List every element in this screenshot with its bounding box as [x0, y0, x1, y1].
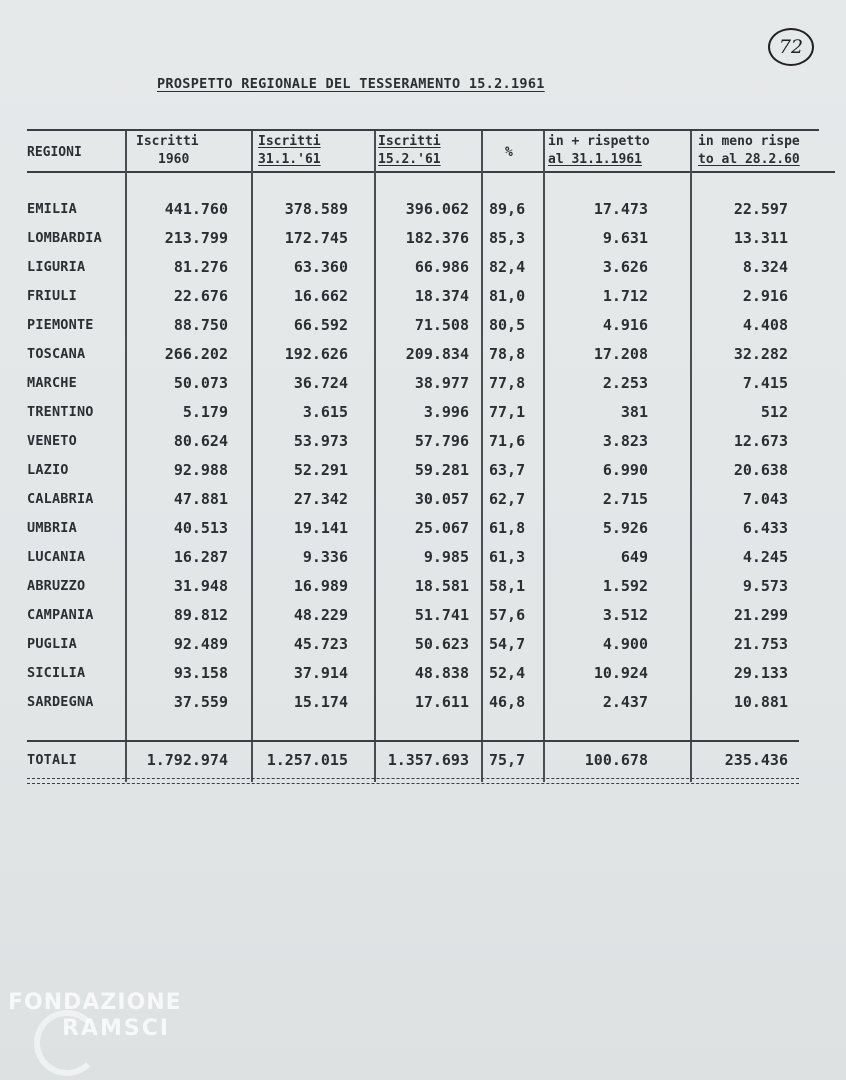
table-row: [0, 543, 846, 572]
region-name: LUCANIA: [27, 549, 86, 565]
in-meno: 21.753: [733, 635, 788, 653]
archive-watermark: [8, 990, 182, 1042]
in-meno: 7.415: [742, 374, 788, 392]
table-row: [0, 514, 846, 543]
region-name: FRIULI: [27, 288, 77, 304]
region-name: SARDEGNA: [27, 694, 94, 710]
in-piu: 4.900: [602, 635, 648, 653]
iscritti-1960: 89.812: [173, 606, 228, 624]
table-row: [0, 485, 846, 514]
iscritti-3101: 48.229: [293, 606, 348, 624]
percent: 82,4: [489, 258, 526, 276]
iscritti-3101: 53.973: [293, 432, 348, 450]
iscritti-1960: 50.073: [173, 374, 228, 392]
iscritti-1960: 92.489: [173, 635, 228, 653]
table-row: [0, 688, 846, 717]
iscritti-1960: 81.276: [173, 258, 228, 276]
iscritti-3101: 15.174: [293, 693, 348, 711]
region-name: CALABRIA: [27, 491, 94, 507]
region-name: LOMBARDIA: [27, 230, 102, 246]
table-row: [0, 659, 846, 688]
percent: 81,0: [489, 287, 526, 305]
in-piu: 381: [620, 403, 648, 421]
region-name: TOSCANA: [27, 346, 86, 362]
table-row: [0, 253, 846, 282]
totals-label: TOTALI: [27, 752, 77, 768]
page-number: 72: [768, 28, 814, 66]
iscritti-1960: 266.202: [164, 345, 228, 363]
iscritti-1960: 16.287: [173, 548, 228, 566]
region-name: ABRUZZO: [27, 578, 86, 594]
iscritti-1960: 22.676: [173, 287, 228, 305]
in-meno: 512: [760, 403, 788, 421]
iscritti-3101: 192.626: [284, 345, 348, 363]
header-in-piu-line1: in + rispetto: [548, 134, 650, 149]
iscritti-1960: 47.881: [173, 490, 228, 508]
percent: 61,3: [489, 548, 526, 566]
in-piu: 2.715: [602, 490, 648, 508]
in-meno: 4.408: [742, 316, 788, 334]
in-piu: 9.631: [602, 229, 648, 247]
header-in-meno-line2: to al 28.2.60: [698, 152, 800, 167]
header-iscritti-3101-line2: 31.1.'61: [258, 152, 321, 167]
header-percent: %: [505, 145, 513, 160]
iscritti-1960: 88.750: [173, 316, 228, 334]
iscritti-3101: 378.589: [284, 200, 348, 218]
header-iscritti-1960-line2: 1960: [158, 152, 190, 167]
percent: 71,6: [489, 432, 526, 450]
header-iscritti-3101-line1: Iscritti: [258, 134, 321, 149]
percent: 46,8: [489, 693, 526, 711]
table-row: [0, 369, 846, 398]
iscritti-1960: 5.179: [182, 403, 228, 421]
in-meno: 29.133: [733, 664, 788, 682]
in-meno: 2.916: [742, 287, 788, 305]
page-title: PROSPETTO REGIONALE DEL TESSERAMENTO 15.2.1961: [157, 76, 545, 92]
in-meno: 10.881: [733, 693, 788, 711]
iscritti-3101: 36.724: [293, 374, 348, 392]
iscritti-1960: 93.158: [173, 664, 228, 682]
region-name: UMBRIA: [27, 520, 77, 536]
iscritti-3101: 45.723: [293, 635, 348, 653]
header-in-piu-line2: al 31.1.1961: [548, 152, 642, 167]
percent: 77,1: [489, 403, 526, 421]
iscritti-1502: 9.985: [423, 548, 469, 566]
in-piu: 6.990: [602, 461, 648, 479]
percent: 85,3: [489, 229, 526, 247]
iscritti-1502: 38.977: [414, 374, 469, 392]
iscritti-3101: 66.592: [293, 316, 348, 334]
percent: 63,7: [489, 461, 526, 479]
iscritti-1502: 25.067: [414, 519, 469, 537]
region-name: LIGURIA: [27, 259, 86, 275]
iscritti-3101: 52.291: [293, 461, 348, 479]
in-piu: 1.712: [602, 287, 648, 305]
in-meno: 9.573: [742, 577, 788, 595]
table-row: [0, 282, 846, 311]
iscritti-3101: 3.615: [302, 403, 348, 421]
percent: 61,8: [489, 519, 526, 537]
iscritti-1502: 48.838: [414, 664, 469, 682]
table-row: [0, 427, 846, 456]
iscritti-1502: 18.581: [414, 577, 469, 595]
in-piu: 17.208: [593, 345, 648, 363]
iscritti-1960: 213.799: [164, 229, 228, 247]
watermark-line2: RAMSCI: [62, 1016, 171, 1041]
in-piu: 649: [620, 548, 648, 566]
table-row: [0, 456, 846, 485]
table-row: [0, 630, 846, 659]
percent: 78,8: [489, 345, 526, 363]
header-in-meno-line1: in meno rispe: [698, 134, 800, 149]
percent: 80,5: [489, 316, 526, 334]
region-name: PUGLIA: [27, 636, 77, 652]
in-meno: 7.043: [742, 490, 788, 508]
header-iscritti-1502-line1: Iscritti: [378, 134, 441, 149]
percent: 62,7: [489, 490, 526, 508]
table-row: [0, 601, 846, 630]
total-iscritti-1960: 1.792.974: [146, 751, 228, 769]
iscritti-3101: 16.989: [293, 577, 348, 595]
in-meno: 6.433: [742, 519, 788, 537]
iscritti-3101: 172.745: [284, 229, 348, 247]
in-meno: 22.597: [733, 200, 788, 218]
iscritti-1502: 71.508: [414, 316, 469, 334]
region-name: MARCHE: [27, 375, 77, 391]
header-iscritti-1960-line1: Iscritti: [136, 134, 199, 149]
iscritti-1502: 18.374: [414, 287, 469, 305]
table-top-rule: [27, 129, 819, 131]
region-name: CAMPANIA: [27, 607, 94, 623]
iscritti-1502: 66.986: [414, 258, 469, 276]
table-row: [0, 398, 846, 427]
in-piu: 2.437: [602, 693, 648, 711]
in-meno: 21.299: [733, 606, 788, 624]
iscritti-1960: 92.988: [173, 461, 228, 479]
region-name: SICILIA: [27, 665, 86, 681]
in-piu: 1.592: [602, 577, 648, 595]
in-piu: 4.916: [602, 316, 648, 334]
total-percent: 75,7: [489, 751, 526, 769]
percent: 52,4: [489, 664, 526, 682]
header-bottom-rule: [27, 171, 835, 173]
iscritti-3101: 19.141: [293, 519, 348, 537]
iscritti-3101: 37.914: [293, 664, 348, 682]
total-in-meno: 235.436: [724, 751, 788, 769]
iscritti-1502: 50.623: [414, 635, 469, 653]
total-iscritti-1502: 1.357.693: [387, 751, 469, 769]
in-meno: 8.324: [742, 258, 788, 276]
iscritti-1502: 182.376: [405, 229, 469, 247]
header-iscritti-1502-line2: 15.2.'61: [378, 152, 441, 167]
iscritti-1960: 37.559: [173, 693, 228, 711]
total-in-piu: 100.678: [584, 751, 648, 769]
iscritti-3101: 27.342: [293, 490, 348, 508]
table-row: [0, 572, 846, 601]
in-piu: 5.926: [602, 519, 648, 537]
iscritti-3101: 63.360: [293, 258, 348, 276]
in-meno: 32.282: [733, 345, 788, 363]
region-name: PIEMONTE: [27, 317, 94, 333]
totals-double-rule: [27, 778, 799, 784]
in-piu: 17.473: [593, 200, 648, 218]
region-name: VENETO: [27, 433, 77, 449]
in-piu: 2.253: [602, 374, 648, 392]
table-row: [0, 311, 846, 340]
iscritti-1960: 31.948: [173, 577, 228, 595]
percent: 77,8: [489, 374, 526, 392]
percent: 57,6: [489, 606, 526, 624]
iscritti-3101: 9.336: [302, 548, 348, 566]
iscritti-3101: 16.662: [293, 287, 348, 305]
table-row: [0, 340, 846, 369]
totals-top-rule: [27, 740, 799, 742]
in-piu: 3.512: [602, 606, 648, 624]
header-regioni: REGIONI: [27, 145, 82, 160]
percent: 54,7: [489, 635, 526, 653]
in-piu: 10.924: [593, 664, 648, 682]
percent: 89,6: [489, 200, 526, 218]
iscritti-1502: 59.281: [414, 461, 469, 479]
iscritti-1502: 17.611: [414, 693, 469, 711]
iscritti-1502: 51.741: [414, 606, 469, 624]
table-row: [0, 195, 846, 224]
totals-row: [0, 746, 846, 775]
total-iscritti-3101: 1.257.015: [266, 751, 348, 769]
table-row: [0, 224, 846, 253]
iscritti-1502: 209.834: [405, 345, 469, 363]
watermark-line1: FONDAZIONE: [8, 990, 182, 1015]
in-meno: 13.311: [733, 229, 788, 247]
in-meno: 20.638: [733, 461, 788, 479]
iscritti-1960: 80.624: [173, 432, 228, 450]
iscritti-1960: 40.513: [173, 519, 228, 537]
region-name: EMILIA: [27, 201, 77, 217]
region-name: TRENTINO: [27, 404, 94, 420]
in-meno: 4.245: [742, 548, 788, 566]
in-piu: 3.823: [602, 432, 648, 450]
region-name: LAZIO: [27, 462, 69, 478]
iscritti-1502: 57.796: [414, 432, 469, 450]
iscritti-1960: 441.760: [164, 200, 228, 218]
in-meno: 12.673: [733, 432, 788, 450]
iscritti-1502: 396.062: [405, 200, 469, 218]
in-piu: 3.626: [602, 258, 648, 276]
iscritti-1502: 30.057: [414, 490, 469, 508]
percent: 58,1: [489, 577, 526, 595]
iscritti-1502: 3.996: [423, 403, 469, 421]
